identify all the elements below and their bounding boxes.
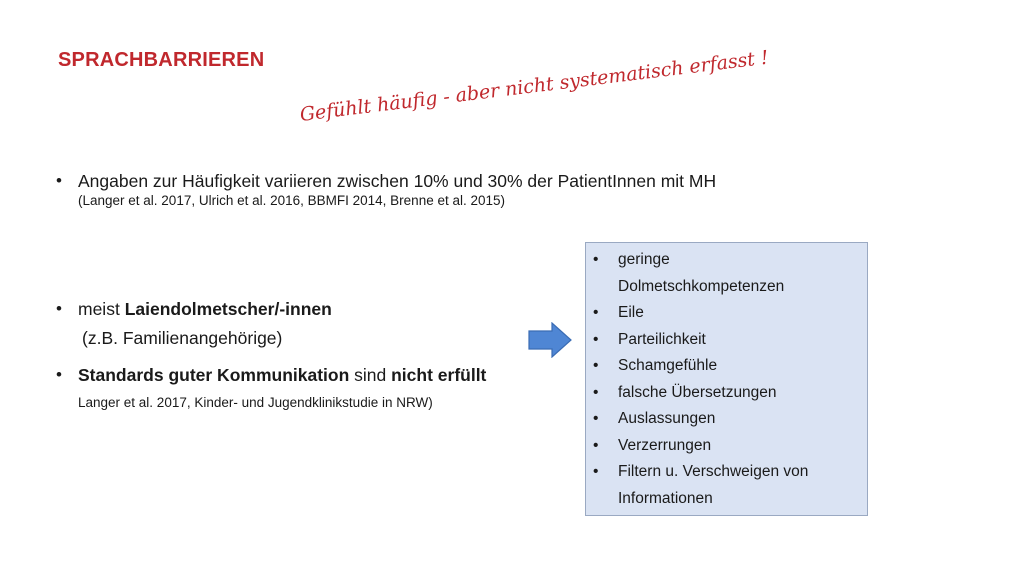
bullet-standards-middle: sind — [349, 365, 392, 385]
bullet-marker: • — [56, 365, 62, 384]
bullet-interpreters-text — [78, 299, 332, 320]
right-arrow-icon — [528, 322, 572, 358]
bullet-standards-source: Langer et al. 2017, Kinder- und Jugendklinikstudie in NRW) — [78, 395, 433, 410]
bullet-frequency-source: (Langer et al. 2017, Ulrich et al. 2016, BBMFI 2014, Brenne et al. 2015) — [78, 193, 506, 208]
bullet-marker: • — [593, 383, 599, 401]
bullet-standards-bold2: nicht erfüllt — [391, 365, 487, 385]
bullet-marker: • — [56, 299, 62, 318]
bullet-marker: • — [593, 251, 599, 268]
bullet-standards-text — [78, 365, 486, 386]
bullet-interpreters-sub: (z.B. Familienangehörige) — [82, 328, 283, 348]
bullet-interpreters-bold: Laiendolmetscher/-innen — [124, 299, 332, 319]
bullet-marker: • — [56, 171, 62, 190]
slide-title: SPRACHBARRIEREN — [58, 49, 265, 71]
bullet-frequency-text: Angaben zur Häufigkeit variieren zwischen 10% und 30% der PatientInnen mit MH — [78, 171, 717, 191]
bullet-marker: • — [593, 330, 599, 348]
bullet-interpreters-prefix: meist — [78, 299, 125, 319]
handwritten-note: Gefühlt häufig - aber nicht systematisch erfasst ! — [298, 46, 770, 126]
bullet-standards-bold1: Standards guter Kommunikation — [78, 365, 350, 385]
bullet-marker: • — [593, 436, 599, 454]
issues-box: • geringe Dolmetschkompetenzen • Eile • Parteilichkeit • Schamgefühle • falsche Übersetzungen • Auslassungen • Verzerrungen • Filtern u. Verschweigen von Informationen — [585, 242, 868, 516]
bullet-marker: • — [593, 463, 599, 480]
bullet-marker: • — [593, 304, 599, 321]
bullet-marker: • — [593, 357, 599, 374]
bullet-marker: • — [593, 410, 599, 427]
